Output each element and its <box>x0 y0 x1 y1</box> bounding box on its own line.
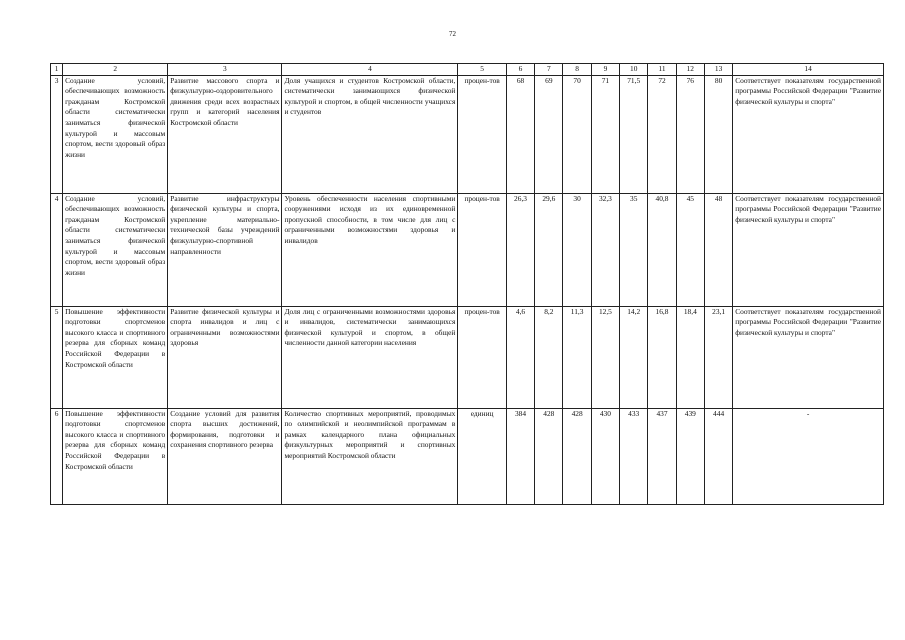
value-cell: 11,3 <box>563 306 591 408</box>
column-number: 3 <box>168 64 282 76</box>
value-cell: 35 <box>620 193 648 306</box>
task-cell: Повышение эффективности подготовки спортсменов высокого класса и спортивного резерва для сборных команд Российской Федерации в Костромской области <box>63 408 168 504</box>
event-cell: Создание условий для развития спорта высших достижений, формирования, подготовки и сохранения спортивного резерва <box>168 408 282 504</box>
column-number-row <box>51 64 884 76</box>
value-cell: 16,8 <box>648 306 676 408</box>
column-number: 8 <box>563 64 591 76</box>
value-cell: 4,6 <box>506 306 534 408</box>
column-number: 12 <box>676 64 704 76</box>
value-cell: 70 <box>563 75 591 193</box>
value-cell: 23,1 <box>704 306 732 408</box>
task-cell: Повышение эффективности подготовки спортсменов высокого класса и спортивного резерва для сборных команд Российской Федерации в Костромской области <box>63 306 168 408</box>
value-cell: 72 <box>648 75 676 193</box>
row-number: 4 <box>51 193 63 306</box>
table-row <box>51 75 884 193</box>
value-cell: 437 <box>648 408 676 504</box>
column-number: 5 <box>458 64 507 76</box>
value-cell: 29,6 <box>535 193 563 306</box>
value-cell: 428 <box>535 408 563 504</box>
column-number: 14 <box>733 64 884 76</box>
value-cell: 14,2 <box>620 306 648 408</box>
event-cell: Развитие инфраструктуры физической культуры и спорта, укрепление материально-технической базы учреждений физкультурно-спортивной направленности <box>168 193 282 306</box>
value-cell: 45 <box>676 193 704 306</box>
note-cell: - <box>733 408 884 504</box>
note-cell: Соответствует показателям государственной программы Российской Федерации "Развитие физической культуры и спорта" <box>733 75 884 193</box>
row-number: 3 <box>51 75 63 193</box>
value-cell: 32,3 <box>591 193 619 306</box>
unit-cell: единиц <box>458 408 507 504</box>
value-cell: 8,2 <box>535 306 563 408</box>
table-row <box>51 193 884 306</box>
column-number: 11 <box>648 64 676 76</box>
event-cell: Развитие массового спорта и физкультурно-оздоровительного движения среди всех возрастных групп и категорий населения Костромской области <box>168 75 282 193</box>
unit-cell: процен-тов <box>458 75 507 193</box>
row-number: 6 <box>51 408 63 504</box>
column-number: 2 <box>63 64 168 76</box>
task-cell: Создание условий, обеспечивающих возможность гражданам Костромской области систематически заниматься физической культурой и массовым спортом, вести здоровый образ жизни <box>63 193 168 306</box>
value-cell: 48 <box>704 193 732 306</box>
column-number: 6 <box>506 64 534 76</box>
column-number: 13 <box>704 64 732 76</box>
value-cell: 26,3 <box>506 193 534 306</box>
indicator-cell: Количество спортивных мероприятий, проводимых по олимпийской и неолимпийской программам в рамках календарного плана официальных физкультурных мероприятий и спортивных мероприятий Костромской области <box>282 408 458 504</box>
column-number: 10 <box>620 64 648 76</box>
value-cell: 18,4 <box>676 306 704 408</box>
column-number: 1 <box>51 64 63 76</box>
value-cell: 68 <box>506 75 534 193</box>
value-cell: 444 <box>704 408 732 504</box>
unit-cell: процен-тов <box>458 306 507 408</box>
indicator-cell: Доля лиц с ограниченными возможностями здоровья и инвалидов, систематически занимающихся физической культурой и спортом, в общей численности данной категории населения <box>282 306 458 408</box>
indicators-table <box>50 63 884 505</box>
indicator-cell: Доля учащихся и студентов Костромской области, систематически занимающихся физической культурой и спортом, в общей численности учащихся и студентов <box>282 75 458 193</box>
note-cell: Соответствует показателям государственной программы Российской Федерации "Развитие физической культуры и спорта" <box>733 306 884 408</box>
column-number: 9 <box>591 64 619 76</box>
column-number: 7 <box>535 64 563 76</box>
value-cell: 71 <box>591 75 619 193</box>
unit-cell: процен-тов <box>458 193 507 306</box>
value-cell: 69 <box>535 75 563 193</box>
value-cell: 80 <box>704 75 732 193</box>
value-cell: 30 <box>563 193 591 306</box>
value-cell: 433 <box>620 408 648 504</box>
value-cell: 430 <box>591 408 619 504</box>
value-cell: 428 <box>563 408 591 504</box>
table-row <box>51 408 884 504</box>
value-cell: 40,8 <box>648 193 676 306</box>
note-cell: Соответствует показателям государственной программы Российской Федерации "Развитие физической культуры и спорта" <box>733 193 884 306</box>
value-cell: 76 <box>676 75 704 193</box>
indicator-cell: Уровень обеспеченности населения спортивными сооружениями исходя из их единовременной пропускной способности, в том числе для лиц с ограниченными возможностями здоровья и инвалидов <box>282 193 458 306</box>
row-number: 5 <box>51 306 63 408</box>
column-number: 4 <box>282 64 458 76</box>
task-cell: Создание условий, обеспечивающих возможность гражданам Костромской области систематически заниматься физической культурой и массовым спортом, вести здоровый образ жизни <box>63 75 168 193</box>
event-cell: Развитие физической культуры и спорта инвалидов и лиц с ограниченными возможностями здоровья <box>168 306 282 408</box>
value-cell: 71,5 <box>620 75 648 193</box>
page-number: 72 <box>449 30 456 38</box>
value-cell: 12,5 <box>591 306 619 408</box>
value-cell: 384 <box>506 408 534 504</box>
table-row <box>51 306 884 408</box>
value-cell: 439 <box>676 408 704 504</box>
